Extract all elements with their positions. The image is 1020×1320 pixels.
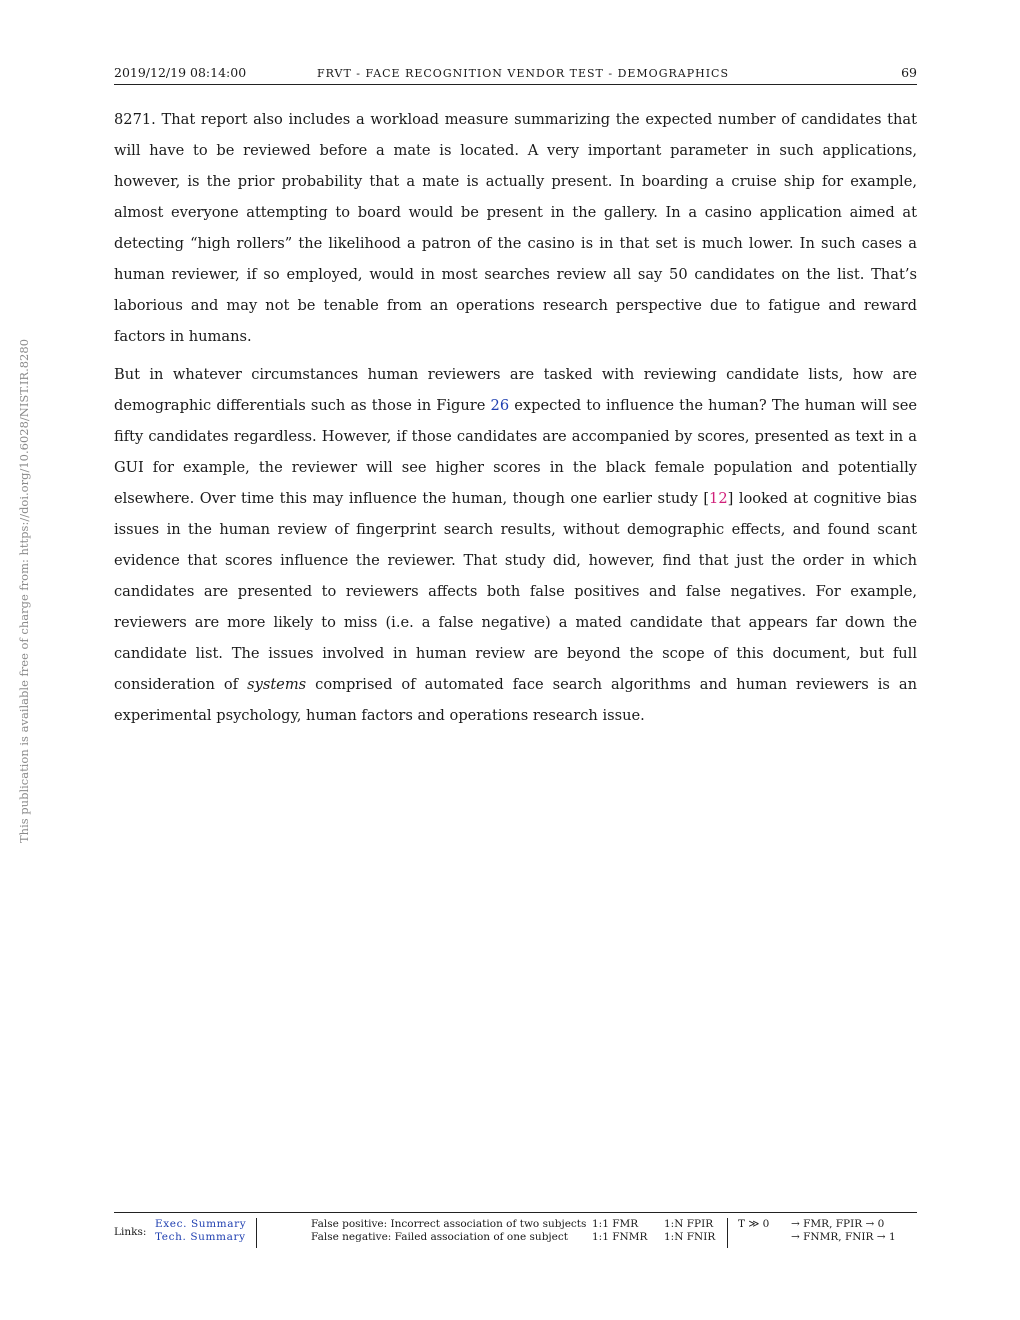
- negative-rate-effect: → FNMR, FNIR → 1: [791, 1231, 896, 1243]
- positive-rate-effect: → FMR, FPIR → 0: [791, 1218, 885, 1230]
- page-footer: [114, 1212, 917, 1253]
- page-header: [114, 64, 917, 85]
- fnmr-label: 1:1 FNMR: [592, 1231, 648, 1243]
- figure-26-link[interactable]: 26: [490, 397, 510, 414]
- threshold-label: T ≫ 0: [727, 1218, 769, 1248]
- paragraph-2-text-d: comprised of automated face search algorithms and human reviewers is an experimental psychology, human factors and operations research issue.: [114, 676, 917, 724]
- paragraph-2-text-b: expected to influence the human? The human will see fifty candidates regardless. However, if those candidates are accompanied by scores, presented as text in a GUI for example, the reviewer will see higher scores in the black female population and potentially elsewhere. Over time this may influence the human, though one earlier study [: [114, 397, 917, 507]
- false-negative-definition: False negative: Failed association of one subject: [311, 1231, 568, 1243]
- systems-emphasis: systems: [247, 676, 307, 693]
- page-number: 69: [901, 65, 917, 80]
- exec-summary-link[interactable]: Exec. Summary: [155, 1218, 247, 1230]
- paragraph-2-text-c: ] looked at cognitive bias issues in the human review of fingerprint search results, without demographic effects, and found scant evidence that scores influence the reviewer. That study did, however, find that just the order in which candidates are presented to reviewers affects both false positives and false negatives. For example, reviewers are more likely to miss (i.e. a false negative) a mated candidate that appears far down the candidate list. The issues involved in human review are beyond the scope of this document, but full consideration of: [114, 490, 917, 693]
- header-title: FRVT - FACE RECOGNITION VENDOR TEST - DEMOGRAPHICS: [317, 67, 730, 80]
- doi-side-note: This publication is available free of charge from: https://doi.org/10.6028/NIST.IR.8280: [17, 338, 31, 843]
- fmr-label: 1:1 FMR: [592, 1218, 639, 1230]
- main-text: [114, 104, 917, 738]
- paragraph-2-text-a: But in whatever circumstances human reviewers are tasked with reviewing candidate lists, how are demographic differentials such as those in Figure: [114, 366, 917, 414]
- header-date: 2019/12/19 08:14:00: [114, 65, 247, 80]
- fpir-label: 1:N FPIR: [664, 1218, 714, 1230]
- fnir-label: 1:N FNIR: [664, 1231, 716, 1243]
- paragraph-2: [114, 359, 917, 731]
- threshold-effects: [791, 1218, 896, 1244]
- summary-links: [155, 1218, 257, 1248]
- tech-summary-link[interactable]: Tech. Summary: [155, 1231, 246, 1243]
- one-to-many-metrics: [664, 1218, 715, 1244]
- links-label: Links:: [114, 1226, 147, 1238]
- false-positive-definition: False positive: Incorrect association of two subjects: [311, 1218, 587, 1230]
- citation-12-link[interactable]: 12: [709, 490, 728, 507]
- one-to-one-metrics: [592, 1218, 647, 1244]
- paragraph-1: 8271. That report also includes a workload measure summarizing the expected number of candidates that will have to be reviewed before a mate is located. A very important parameter in such applications, however, is the prior probability that a mate is actually present. In boarding a cruise ship for example, almost everyone attempting to board would be present in the gallery. In a casino application aimed at detecting “high rollers” the likelihood a patron of the casino is in that set is much lower. In such cases a human reviewer, if so employed, would in most searches review all say 50 candidates on the list. That’s laborious and may not be tenable from an operations research perspective due to fatigue and reward factors in humans.: [114, 111, 917, 345]
- error-definitions: [311, 1218, 586, 1244]
